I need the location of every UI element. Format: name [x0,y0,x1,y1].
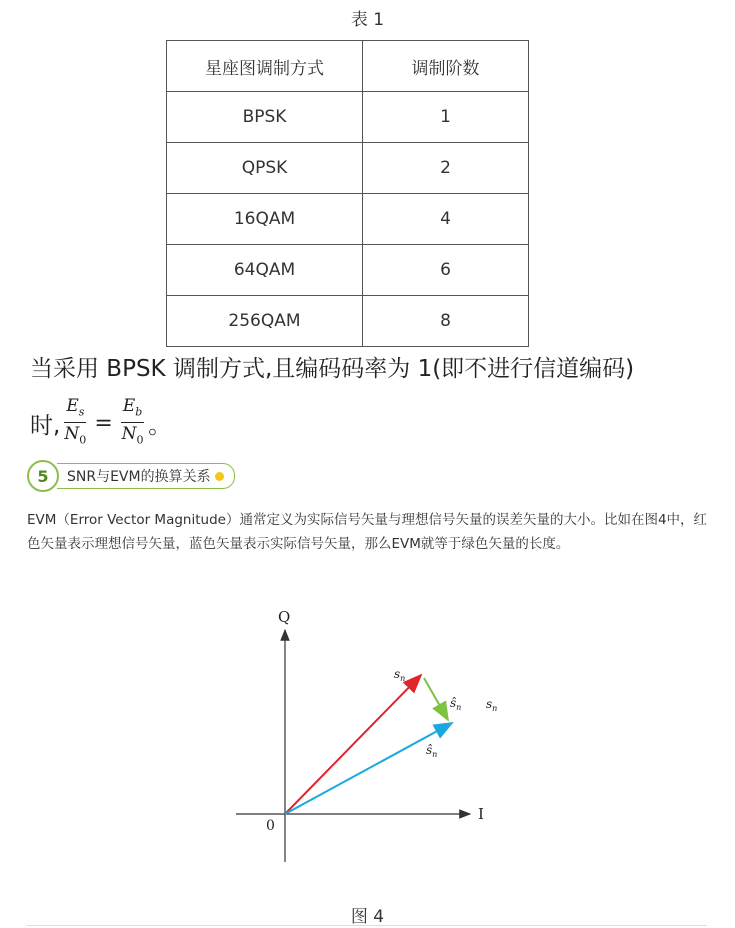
table-row [167,92,529,143]
table-cell-order: 6 [363,245,529,296]
es-numerator: $E_s$ [64,396,86,423]
origin-label: 0 [266,818,275,834]
table-caption: 表 1 [350,10,385,30]
table-cell-order: 1 [363,92,529,143]
es-over-n0-fraction [64,396,86,452]
eb-over-n0-fraction [121,396,144,452]
ideal-signal-vector [285,675,421,814]
error-vector [424,678,448,720]
evm-definition-paragraph: EVM（Error Vector Magnitude）通常定义为实际信号矢量与理想信号矢量的误差矢量的大小。比如在图4中，红色矢量表示理想信号矢量，蓝色矢量表示实际信号矢量，那么EVM就等于绿色矢量的长度。 [27,512,708,552]
bottom-divider [27,925,707,926]
section-title: SNR与EVM的换算关系 [67,469,211,485]
yellow-dot-icon [215,472,224,481]
table-cell-order: 2 [363,143,529,194]
q-axis-label: Q [278,608,291,626]
equals-sign: = [94,411,113,437]
table-row [167,296,529,347]
snr-formula-line [30,396,171,452]
table-cell-modulation: 256QAM [167,296,363,347]
vector-diagram-svg [228,600,518,870]
table-cell-modulation: 64QAM [167,245,363,296]
ideal-vector-label-sn: $s_n$ [394,667,406,683]
actual-vector-label-sn-hat-lower: $ŝ_n$ [426,743,438,759]
vector-label-sn-right: $s_n$ [486,697,498,713]
eb-numerator: $E_b$ [121,396,144,423]
table-row [167,245,529,296]
table-cell-order: 4 [363,194,529,245]
table-row [167,194,529,245]
table-cell-modulation: 16QAM [167,194,363,245]
n0-denominator: $N_0$ [64,424,87,447]
column-header-order: 调制阶数 [363,41,529,92]
n0-denominator: $N_0$ [121,424,144,447]
table-row [167,143,529,194]
actual-signal-vector [285,723,452,814]
table-header-row [167,41,529,92]
column-header-modulation: 星座图调制方式 [167,41,363,92]
section-title-pill [57,463,235,489]
evm-vector-diagram [228,600,518,870]
bpsk-paragraph: 当采用 BPSK 调制方式,且编码码率为 1(即不进行信道编码) [30,356,635,382]
modulation-table [166,40,529,347]
table-cell-modulation: QPSK [167,143,363,194]
actual-vector-label-sn-hat: $ŝ_n$ [450,696,462,712]
table-cell-modulation: BPSK [167,92,363,143]
formula-suffix: 。 [148,413,172,440]
figure-caption: 图 4 [350,907,385,927]
section-heading [27,460,235,492]
table-cell-order: 8 [363,296,529,347]
formula-prefix: 时, [30,413,61,440]
section-number-badge: 5 [27,460,59,492]
i-axis-label: I [478,805,484,823]
